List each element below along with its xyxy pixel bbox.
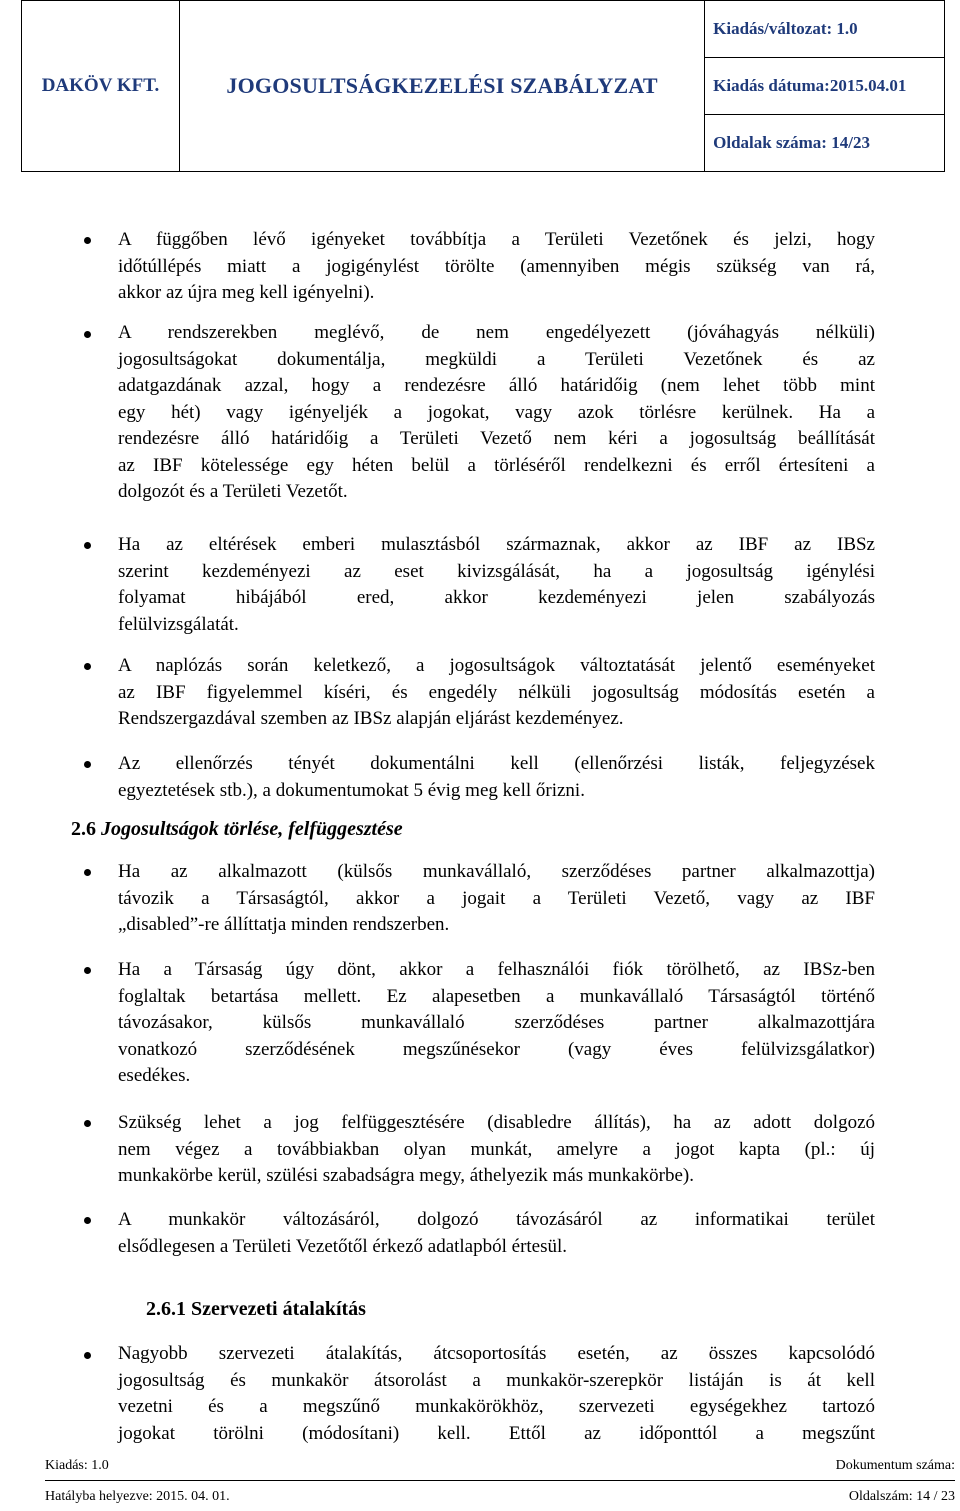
text-line: Ha az alkalmazott (külsős munkavállaló, szerződéses partner alkalmazottja) [118, 861, 875, 882]
text-line: az IBF kötelessége egy héten belül a törléséről rendelkezni és erről értesíteni a [118, 454, 875, 476]
footer-row-2 [45, 1489, 955, 1505]
text-line: szerint kezdeményezi az eset kivizsgálását, ha a jogosultság igénylési [118, 560, 875, 582]
bullet-icon [84, 967, 91, 974]
text-line: esedékes. [118, 1065, 191, 1086]
list-item [118, 859, 875, 939]
list-item [118, 320, 875, 506]
issue-date-label: Kiadás dátuma:2015.04.01 [705, 58, 945, 115]
text-line: távozásakor, külsős munkavállaló szerződéses partner alkalmazottjára [118, 1012, 875, 1033]
text-line: nem végez a továbbiakban olyan munkát, amelyre a jogot kapta (pl.: új [118, 1138, 875, 1160]
text-line: foglaltak betartása mellett. Ez alapesetben a munkavállaló Társaságtól történő [118, 985, 875, 1007]
text-line: A függőben lévő igényeket továbbítja a Területi Vezetőnek és jelzi, hogy [118, 229, 875, 250]
footer-page-number: Oldalszám: 14 / 23 [848, 1489, 955, 1504]
company-name: DAKÖV KFT. [22, 1, 180, 172]
bullet-icon [84, 1217, 91, 1224]
text-line: rendezésre álló határidőig a Területi Vezető nem kéri a jogosultság beállítását [118, 428, 875, 449]
text-line: az IBF figyelemmel kíséri, és engedély nélküli jogosultság módosítás esetén a [118, 681, 875, 703]
text-line: jogosultság és munkakör átsorolást a munkakör-szerepkör listáján is át kell [118, 1369, 875, 1391]
text-line: munkakörbe kerül, szülési szabadságra megy, áthelyezik más munkakörbe). [118, 1165, 694, 1186]
bullet-icon [84, 331, 91, 338]
bullet-icon [84, 1352, 91, 1359]
list-item [118, 227, 875, 307]
footer-effective-date: Hatályba helyezve: 2015. 04. 01. [45, 1489, 230, 1504]
text-line: egyeztetések stb.), a dokumentumokat 5 évig meg kell őrizni. [118, 779, 585, 801]
text-line: A munkakör változásáról, dolgozó távozásáról az informatikai terület [118, 1209, 875, 1230]
text-line: „disabled”-re állíttatja minden rendszerben. [118, 914, 450, 935]
list-item [118, 1110, 875, 1190]
bullet-icon [84, 761, 91, 768]
bullet-icon [84, 237, 91, 244]
text-line: távozik a Társaságtól, akkor a jogait a Területi Vezető, vagy az IBF [118, 887, 875, 909]
text-line: akkor az újra meg kell igényelni). [118, 282, 375, 303]
list-item [118, 1341, 875, 1447]
text-line: egy hét) vagy igényeljék a jogokat, vagy azok törlésre kerülnek. Ha a [118, 401, 875, 423]
list-item [118, 532, 875, 638]
text-line: Ha az eltérések emberi mulasztásból származnak, akkor az IBF az IBSz [118, 534, 875, 555]
bullet-icon [84, 869, 91, 876]
text-line: Ha a Társaság úgy dönt, akkor a felhasználói fiók törölhető, az IBSz-ben [118, 959, 875, 980]
text-line: dolgozót és a Területi Vezetőt. [118, 481, 348, 502]
text-line: felülvizsgálatát. [118, 613, 239, 635]
document-header [21, 0, 945, 172]
document-title: JOGOSULTSÁGKEZELÉSI SZABÁLYZAT [179, 1, 704, 172]
list-item [118, 653, 875, 733]
footer-edition: Kiadás: 1.0 [45, 1458, 109, 1473]
list-item [118, 751, 875, 804]
text-line: vezetni és a megszűnő munkakörökhöz, szervezeti egységekhez tartozó [118, 1396, 875, 1417]
text-line: Szükség lehet a jog felfüggesztésére (disabledre állítás), ha az adott dolgozó [118, 1112, 875, 1133]
bullet-icon [84, 663, 91, 670]
subsection-heading: 2.6.1 Szervezeti átalakítás [146, 1298, 366, 1320]
footer-divider [45, 1480, 955, 1481]
list-item [118, 957, 875, 1090]
text-line: A naplózás során keletkező, a jogosultságok változtatását jelentő eseményeket [118, 655, 875, 676]
page-count-label: Oldalak száma: 14/23 [705, 115, 945, 172]
list-item [118, 1207, 875, 1260]
text-line: jogokat törölni (módosítani) kell. Ettől az időponttól a megszűnt [118, 1422, 875, 1444]
text-line: folyamat hibájából ered, akkor kezdeményezi jelen szabályozás [118, 587, 875, 608]
edition-label: Kiadás/változat: 1.0 [705, 1, 945, 58]
bullet-icon [84, 542, 91, 549]
text-line: Nagyobb szervezeti átalakítás, átcsoportosítás esetén, az összes kapcsolódó [118, 1343, 875, 1364]
section-number: 2.6 [71, 818, 96, 840]
text-line: adatgazdának azzal, hogy a rendezésre álló határidőig (nem lehet több mint [118, 375, 875, 396]
text-line: Rendszergazdával szemben az IBSz alapján eljárást kezdeményez. [118, 708, 624, 729]
text-line: jogosultságokat dokumentálja, megküldi a Területi Vezetőnek és az [118, 348, 875, 370]
text-line: elsődlegesen a Területi Vezetőtől érkező adatlapból értesül. [118, 1235, 568, 1257]
text-line: Az ellenőrzés tényét dokumentálni kell (ellenőrzési listák, feljegyzések [118, 753, 875, 774]
footer-doc-number-label: Dokumentum száma: [835, 1458, 955, 1473]
text-line: időtúllépés miatt a jogigénylést törölte (amennyiben mégis szükség van rá, [118, 255, 875, 277]
bullet-icon [84, 1120, 91, 1127]
text-line: A rendszerekben meglévő, de nem engedélyezett (jóváhagyás nélküli) [118, 322, 875, 343]
text-line: vonatkozó szerződésének megszűnésekor (vagy éves felülvizsgálatkor) [118, 1038, 875, 1060]
section-title: Jogosultságok törlése, felfüggesztése [101, 818, 403, 840]
footer-row-1 [45, 1458, 955, 1474]
section-heading [71, 818, 403, 841]
